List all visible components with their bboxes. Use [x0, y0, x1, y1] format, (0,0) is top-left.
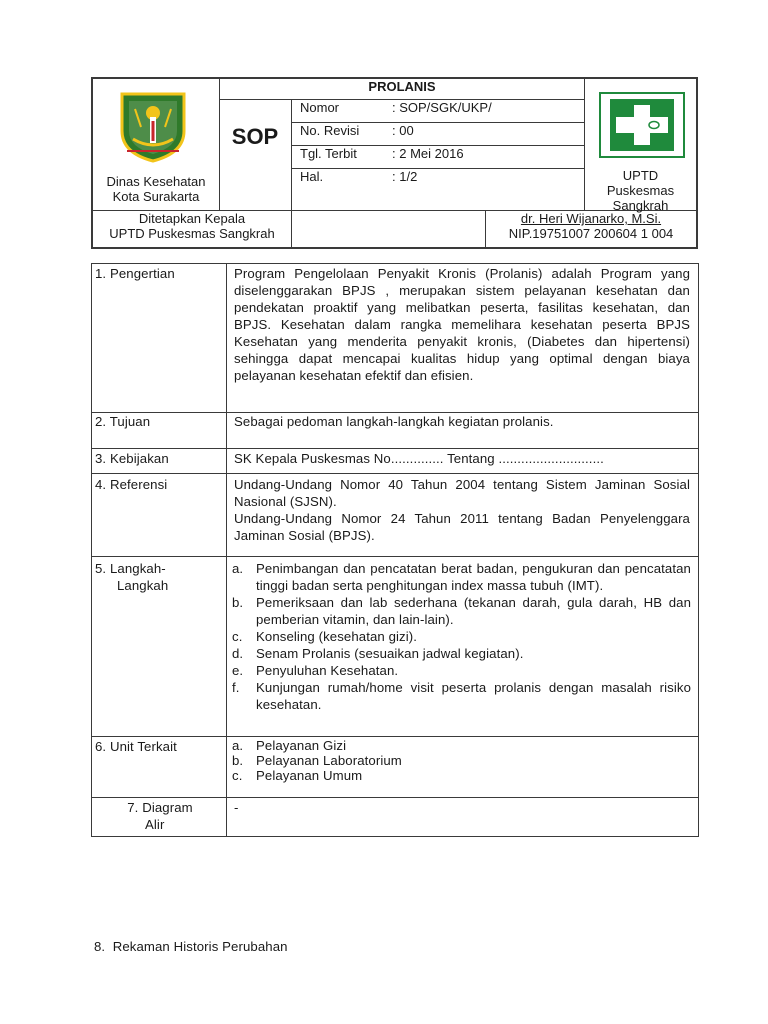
list-item: e. Penyuluhan Kesehatan. — [232, 663, 399, 678]
referensi-item: Undang-Undang Nomor 24 Tahun 2011 tentang Badan Penyelenggara Jaminan Sosial (BPJS). — [234, 511, 690, 543]
list-item: f. Kunjungan rumah/home visit peserta prolanis dengan masalah risiko kesehatan. — [232, 680, 691, 712]
list-item: c. Pelayanan Umum — [232, 768, 363, 783]
signer-name: dr. Heri Wijanarko, M.Si. — [520, 211, 662, 226]
list-item: c. Konseling (kesehatan gizi). — [232, 629, 418, 644]
tujuan-label: 2. Tujuan — [95, 414, 151, 429]
right-org-name: UPTD Puskesmas Sangkrah — [606, 168, 675, 213]
kebijakan-label: 3. Kebijakan — [95, 451, 169, 466]
list-item: a. Penimbangan dan pencatatan berat badan, pengukuran dan pencatatan tinggi badan serta penghitungan index massa tubuh (IMT). — [232, 561, 691, 593]
meta-hal-value: : 1/2 — [392, 169, 418, 184]
pengertian-text: Program Pengelolaan Penyakit Kronis (Prolanis) adalah Program yang diselenggarakan BPJS , merupakan sistem pelayanan kesehatan dan pendekatan proaktif yang melibatkan peserta, fasilitas kesehatan, dan BPJS. Kesehatan dalam rangka memelihara kesehatan peserta BPJS Kesehatan yang menderita penyakit kronis, (Diabetes dan hipertensi) sehingga dapat mencapai kualitas hidup yang optimal dengan biaya pelayanan kesehatan efektif dan efisien. — [234, 266, 690, 383]
meta-nomor-value: : SOP/SGK/UKP/ — [392, 100, 492, 115]
pengertian-label: 1. Pengertian — [95, 266, 175, 281]
meta-revisi-label: No. Revisi — [300, 123, 360, 138]
list-item: b. Pemeriksaan dan lab sederhana (tekanan darah, gula darah, HB dan pemberian vitamin, dan lain-lain). — [232, 595, 691, 627]
list-item: d. Senam Prolanis (sesuaikan jadwal kegiatan). — [232, 646, 524, 661]
puskesmas-logo-icon — [598, 91, 686, 159]
rekaman-historis-label: 8. Rekaman Historis Perubahan — [94, 939, 288, 954]
left-org-name: Dinas Kesehatan Kota Surakarta — [106, 174, 206, 204]
referensi-label: 4. Referensi — [95, 477, 168, 492]
diagram-alir-text: - — [234, 800, 239, 815]
referensi-item: Undang-Undang Nomor 40 Tahun 2004 tentang Sistem Jaminan Sosial Nasional (SJSN). — [234, 477, 690, 509]
ditetapkan-label: Ditetapkan Kepala UPTD Puskesmas Sangkrah — [109, 211, 275, 241]
list-item: a. Pelayanan Gizi — [232, 738, 347, 753]
doc-title: PROLANIS — [368, 79, 436, 94]
langkah-list — [232, 560, 691, 713]
tujuan-text: Sebagai pedoman langkah-langkah kegiatan prolanis. — [234, 414, 554, 429]
surakarta-emblem-icon — [119, 91, 187, 163]
signer-nip: NIP.19751007 200604 1 004 — [508, 226, 674, 241]
meta-terbit-value: : 2 Mei 2016 — [392, 146, 464, 161]
unit-terkait-label: 6. Unit Terkait — [95, 739, 177, 754]
referensi-list — [234, 476, 690, 544]
diagram-alir-label: 7. Diagram Alir — [127, 800, 193, 832]
langkah-label: 5. Langkah- Langkah — [95, 561, 169, 593]
meta-hal-label: Hal. — [300, 169, 324, 184]
meta-revisi-value: : 00 — [392, 123, 414, 138]
signer-block — [486, 211, 696, 241]
unit-terkait-list — [232, 738, 691, 783]
meta-terbit-label: Tgl. Terbit — [300, 146, 357, 161]
list-item: b. Pelayanan Laboratorium — [232, 753, 402, 768]
meta-nomor-label: Nomor — [300, 100, 340, 115]
sop-label: SOP — [231, 124, 279, 149]
kebijakan-text: SK Kepala Puskesmas No.............. Tentang ............................ — [234, 451, 604, 466]
